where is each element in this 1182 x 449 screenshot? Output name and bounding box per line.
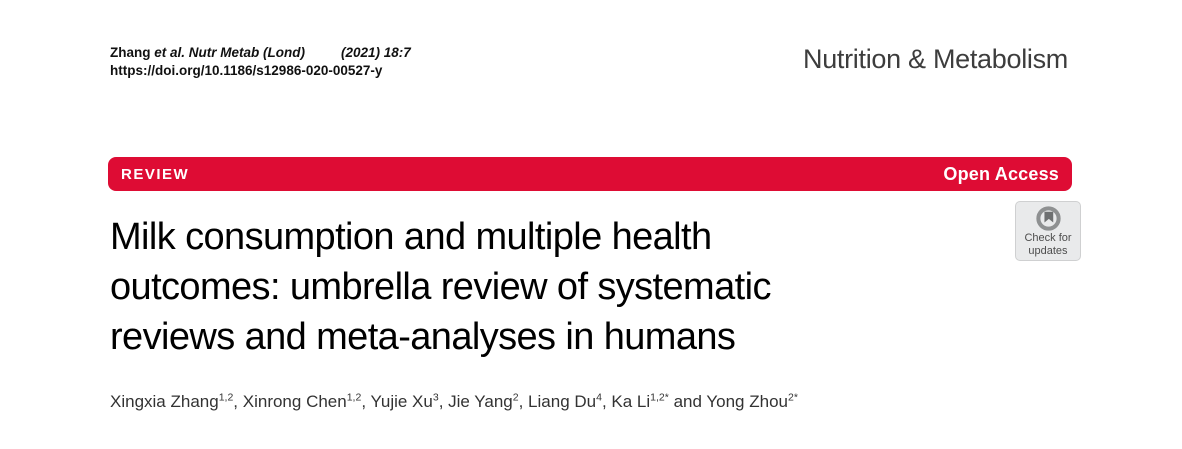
title-line-2: outcomes: umbrella review of systematic [110,266,771,308]
citation-journal: et al. Nutr Metab (Lond) [154,45,305,60]
author-separator: and [668,392,707,411]
crossmark-icon [1035,205,1062,232]
check-badge-label [1024,232,1071,257]
author-affiliation-sup: 3 [432,391,439,404]
author-affiliation-sup: 1,2 [218,391,234,404]
author-name: Xinrong Chen [242,392,347,411]
authors-line [110,392,798,412]
title-line-1: Milk consumption and multiple health [110,216,712,258]
author-separator: , [361,392,371,411]
author-name: Yong Zhou [706,392,788,411]
author-name: Ka Li [611,392,651,411]
author-affiliation-sup: 2* [787,391,798,404]
author-affiliation-sup: 2 [512,391,519,404]
check-badge-line1: Check for [1024,232,1072,244]
citation-author: Zhang [110,45,155,60]
citation-issue: (2021) 18:7 [341,45,411,60]
author-separator: , [518,392,529,411]
article-type-label: REVIEW [121,165,190,183]
article-title [110,212,771,362]
doi-link[interactable]: https://doi.org/10.1186/s12986-020-00527-y [110,63,383,78]
author-separator: , [601,392,612,411]
author-name: Xingxia Zhang [110,392,219,411]
author-separator: , [233,392,243,411]
author-separator: , [438,392,449,411]
check-for-updates-button[interactable] [1015,201,1081,261]
author-name: Liang Du [528,392,597,411]
review-banner [108,157,1072,191]
author-affiliation-sup: 1,2* [650,391,669,404]
author-name: Yujie Xu [370,392,433,411]
check-badge-line2: updates [1028,244,1068,257]
open-access-label: Open Access [943,163,1059,184]
title-line-3: reviews and meta-analyses in humans [110,316,736,358]
author-name: Jie Yang [448,392,513,411]
author-affiliation-sup: 1,2 [346,391,362,404]
journal-name: Nutrition & Metabolism [803,44,1068,74]
citation-line [110,44,411,62]
author-affiliation-sup: 4 [596,391,602,404]
